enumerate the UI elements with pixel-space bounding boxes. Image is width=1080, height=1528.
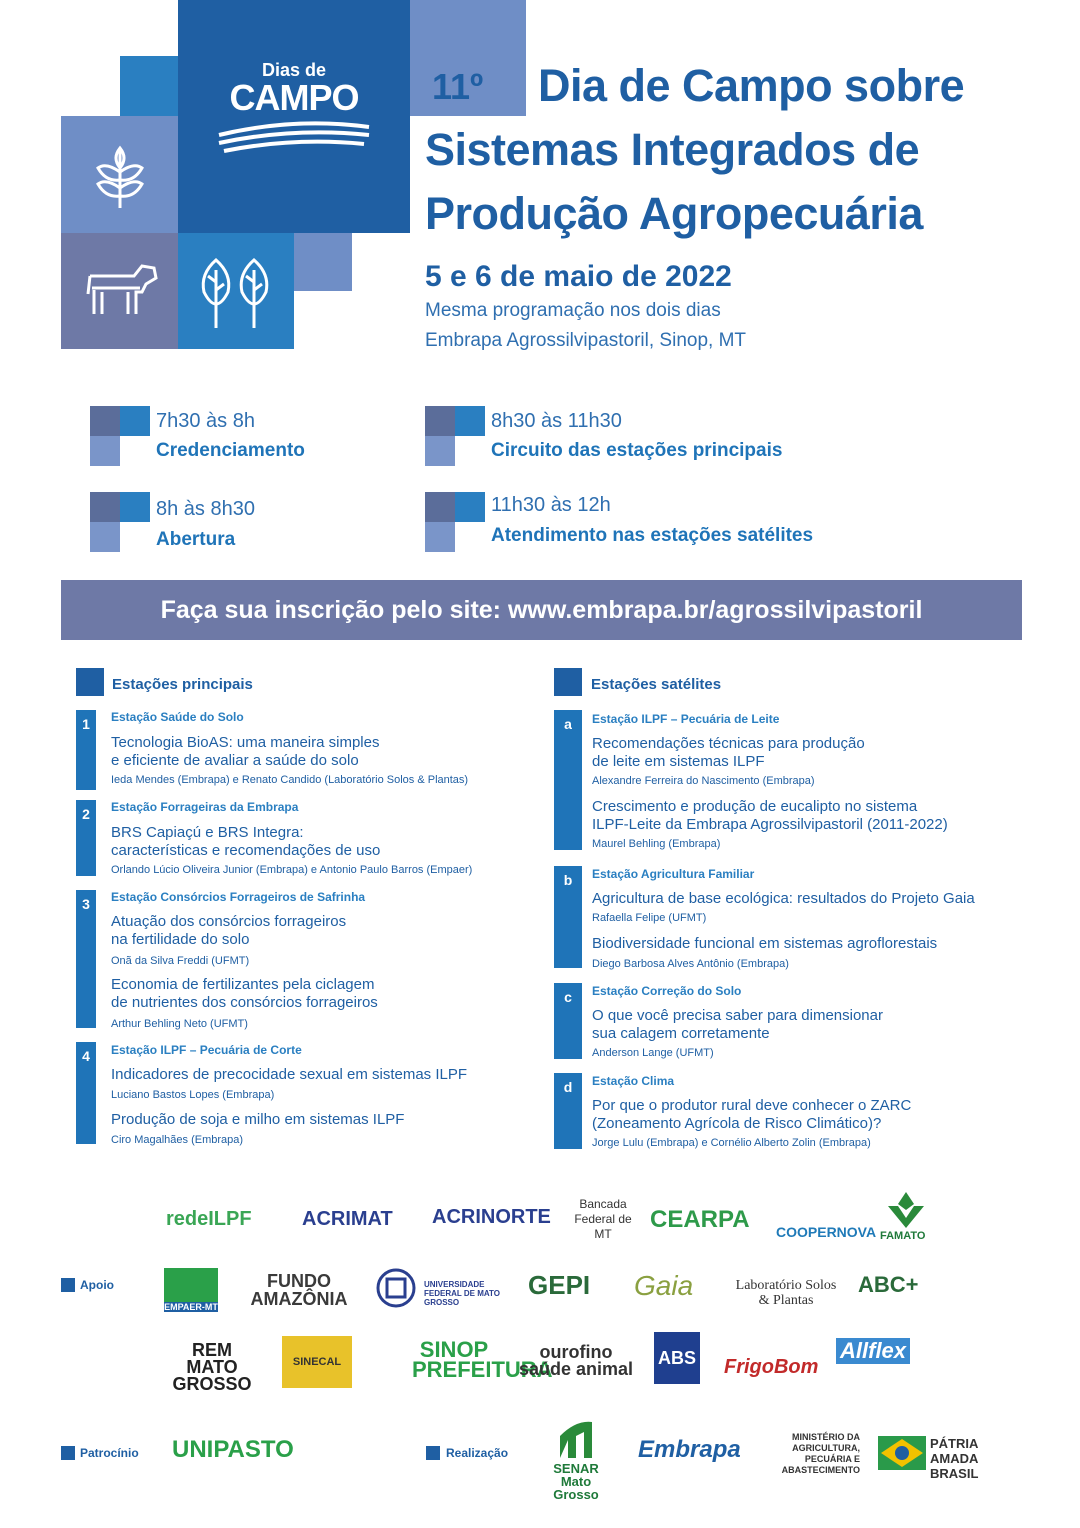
station-number-bar <box>76 1042 96 1144</box>
talk-authors: Anderson Lange (UFMT) <box>592 1047 714 1059</box>
station-name: Estação ILPF – Pecuária de Leite <box>592 712 780 726</box>
logo-frigobom: FrigoBom <box>724 1356 819 1378</box>
logo-empaer-text: EMPAER-MT <box>164 1302 218 1312</box>
talk-authors: Rafaella Felipe (UFMT) <box>592 912 707 924</box>
talk-authors: Alexandre Ferreira do Nascimento (Embrapa) <box>592 775 815 787</box>
talk-title-line: na fertilidade do solo <box>111 931 250 948</box>
logo-embrapa: Embrapa <box>638 1436 741 1463</box>
talk-title <box>592 735 865 771</box>
title-line3: Produção Agropecuária <box>425 188 923 239</box>
station-letter: d <box>563 1079 573 1095</box>
talk-title-line: O que você precisa saber para dimensionar <box>592 1007 883 1024</box>
talk-title-line: características e recomendações de uso <box>111 842 381 859</box>
station-number-bar <box>76 890 96 1028</box>
patrocinio-label: Patrocínio <box>80 1446 139 1460</box>
registration-banner[interactable]: Faça sua inscrição pelo site: www.embrapa.br/agrossilvipastoril <box>61 580 1022 640</box>
waves-icon <box>209 117 379 157</box>
talk-title-line: Produção de soja e milho em sistemas ILPF <box>111 1111 405 1128</box>
title-line1: Dia de Campo sobre <box>538 60 965 111</box>
talk-authors: Ieda Mendes (Embrapa) e Renato Candido (Laboratório Solos & Plantas) <box>111 774 469 786</box>
station-letter: c <box>564 989 572 1005</box>
logo-solos-plantas: Laboratório Solos & Plantas <box>735 1278 837 1308</box>
talk-title-line: BRS Capiaçú e BRS Integra: <box>111 824 304 841</box>
logo-redeilpf: redeILPF <box>166 1208 252 1230</box>
realizacao-label: Realização <box>446 1446 509 1460</box>
talk-authors: Diego Barbosa Alves Antônio (Embrapa) <box>592 958 789 970</box>
famato-icon <box>884 1190 928 1230</box>
schedule-icon <box>425 492 485 552</box>
schedule-label: Circuito das estações principais <box>491 440 783 461</box>
talk-authors: Orlando Lúcio Oliveira Junior (Embrapa) e Antonio Paulo Barros (Empaer) <box>111 864 473 876</box>
talk-title-line: Agricultura de base ecológica: resultados do Projeto Gaia <box>592 890 975 907</box>
station-number: 2 <box>82 806 90 822</box>
talk-title-line: ILPF-Leite da Embrapa Agrossilvipastoril (2011-2022) <box>592 816 948 833</box>
logo-sinop: SINOP PREFEITURA <box>412 1337 553 1382</box>
talk-title-line: de leite em sistemas ILPF <box>592 753 765 770</box>
station-letter-bar <box>554 866 582 968</box>
logo-bancada: Bancada Federal de MT <box>574 1197 632 1241</box>
talk-title <box>111 734 379 770</box>
talk-title <box>111 1066 467 1084</box>
section-square <box>554 668 582 696</box>
station-name: Estação Saúde do Solo <box>111 710 244 724</box>
label-square <box>61 1446 75 1460</box>
station-name: Estação Agricultura Familiar <box>592 867 755 881</box>
schedule-icon <box>425 406 485 466</box>
badge-main: CAMPO <box>229 77 359 118</box>
schedule-time: 8h30 às 11h30 <box>491 410 622 432</box>
talk-title <box>111 913 346 949</box>
talk-title-line: Por que o produtor rural deve conhecer o ZARC <box>592 1097 912 1114</box>
section-title-satelites: Estações satélites <box>591 676 722 693</box>
schedule-label: Atendimento nas estações satélites <box>491 525 814 546</box>
badge-top: Dias de <box>261 60 327 80</box>
schedule-icon <box>90 406 150 466</box>
talk-title <box>111 976 378 1012</box>
label-square <box>61 1278 75 1292</box>
edition-number: 11º <box>432 66 484 107</box>
talk-title-line: Economia de fertilizantes pela ciclagem <box>111 976 375 993</box>
talk-title-line: de nutrientes dos consórcios forrageiros <box>111 994 378 1011</box>
logo-acrinorte: ACRINORTE <box>432 1206 551 1228</box>
logo-abs: ABS <box>654 1332 700 1384</box>
station-letter-bar <box>554 983 582 1059</box>
logo-gaia: Gaia <box>634 1270 694 1301</box>
logo-senar: SENAR Mato Grosso <box>553 1461 599 1502</box>
station-letter-bar <box>554 710 582 850</box>
talk-authors: Ciro Magalhães (Embrapa) <box>111 1134 244 1146</box>
talk-title-line: Atuação dos consórcios forrageiros <box>111 913 347 930</box>
schedule-time: 7h30 às 8h <box>156 410 255 432</box>
logo-ufmt-text: UNIVERSIDADE FEDERAL DE MATO GROSSO <box>424 1280 501 1307</box>
logo-coopernova: COOPERNOVA <box>776 1224 877 1240</box>
dias-de-campo-badge <box>178 60 410 162</box>
talk-title-line: e eficiente de avaliar a saúde do solo <box>111 752 359 769</box>
talk-title-line: Indicadores de precocidade sexual em sistemas ILPF <box>111 1066 468 1083</box>
subtitle-location: Embrapa Agrossilvipastoril, Sinop, MT <box>425 330 747 351</box>
talk-authors: Arthur Behling Neto (UFMT) <box>111 1018 248 1030</box>
talk-title-line: Crescimento e produção de eucalipto no sistema <box>592 798 918 815</box>
station-name: Estação ILPF – Pecuária de Corte <box>111 1043 302 1057</box>
subtitle-same-program: Mesma programação nos dois dias <box>425 300 721 321</box>
logo-empaer <box>164 1268 218 1312</box>
trees-icon <box>196 256 276 330</box>
talk-title <box>592 1007 883 1043</box>
schedule-icon <box>90 492 150 552</box>
talk-title-line: Biodiversidade funcional em sistemas agroflorestais <box>592 935 938 952</box>
schedule-label: Credenciamento <box>156 440 305 461</box>
station-number: 3 <box>82 896 90 912</box>
station-name: Estação Clima <box>592 1074 675 1088</box>
station-number-bar <box>76 800 96 876</box>
talk-title <box>592 1097 911 1133</box>
apoio-label: Apoio <box>80 1278 114 1292</box>
talk-title <box>111 824 380 860</box>
logo-abc: ABC+ <box>858 1272 919 1297</box>
talk-authors: Maurel Behling (Embrapa) <box>592 838 721 850</box>
station-letter: a <box>564 716 572 732</box>
logo-brasil <box>878 1436 926 1475</box>
talk-title <box>592 890 975 908</box>
section-square <box>76 668 104 696</box>
station-name: Estação Correção do Solo <box>592 984 742 998</box>
ufmt-seal-icon <box>376 1268 416 1308</box>
talk-title-line: Recomendações técnicas para produção <box>592 735 865 752</box>
logo-unipasto: UNIPASTO <box>172 1436 294 1463</box>
talk-authors: Luciano Bastos Lopes (Embrapa) <box>111 1089 275 1101</box>
logo-allflex: Allflex <box>836 1338 910 1364</box>
talk-title <box>592 935 937 953</box>
schedule-time: 8h às 8h30 <box>156 498 255 520</box>
talk-title-line: Tecnologia BioAS: uma maneira simples <box>111 734 380 751</box>
logo-ministerio: MINISTÉRIO DA AGRICULTURA, PECUÁRIA E ABASTECIMENTO <box>781 1432 860 1475</box>
talk-authors: Onã da Silva Freddi (UFMT) <box>111 955 250 967</box>
event-date: 5 e 6 de maio de 2022 <box>425 260 732 293</box>
station-letter: b <box>563 872 573 888</box>
station-name: Estação Forrageiras da Embrapa <box>111 800 299 814</box>
logo-famato: FAMATO <box>880 1230 926 1242</box>
brasil-flag-icon <box>878 1436 926 1470</box>
logo-sinecal: SINECAL <box>282 1336 352 1388</box>
schedule-time: 11h30 às 12h <box>491 494 611 516</box>
station-name: Estação Consórcios Forrageiros de Safrinha <box>111 890 366 904</box>
logo-ourofino: ourofino saúde animal <box>518 1342 634 1379</box>
station-letter-bar <box>554 1073 582 1149</box>
station-number-bar <box>76 710 96 790</box>
senar-icon <box>556 1418 596 1460</box>
logo-acrimat: ACRIMAT <box>302 1208 393 1230</box>
section-title-principais: Estações principais <box>112 676 253 693</box>
talk-title <box>592 798 948 834</box>
plant-icon <box>90 140 150 212</box>
station-number: 4 <box>82 1048 90 1064</box>
schedule-label: Abertura <box>156 529 236 550</box>
logo-brasil-text: PÁTRIA AMADA BRASIL <box>930 1436 979 1481</box>
talk-title-line: sua calagem corretamente <box>592 1025 770 1042</box>
label-square <box>426 1446 440 1460</box>
logo-gepi: GEPI <box>528 1270 591 1300</box>
logo-ufmt <box>376 1268 416 1313</box>
logo-rem: REM MATO GROSSO <box>172 1340 252 1394</box>
title-line2: Sistemas Integrados de <box>425 124 920 175</box>
station-number: 1 <box>82 716 90 732</box>
talk-authors: Jorge Lulu (Embrapa) e Cornélio Alberto Zolin (Embrapa) <box>592 1137 871 1149</box>
cow-icon <box>84 258 160 318</box>
logo-fundo-amazonia: FUNDO AMAZÔNIA <box>250 1271 348 1309</box>
talk-title-line: (Zoneamento Agrícola de Risco Climático)? <box>592 1115 882 1132</box>
talk-title <box>111 1111 404 1129</box>
logo-cearpa: CEARPA <box>650 1206 750 1233</box>
